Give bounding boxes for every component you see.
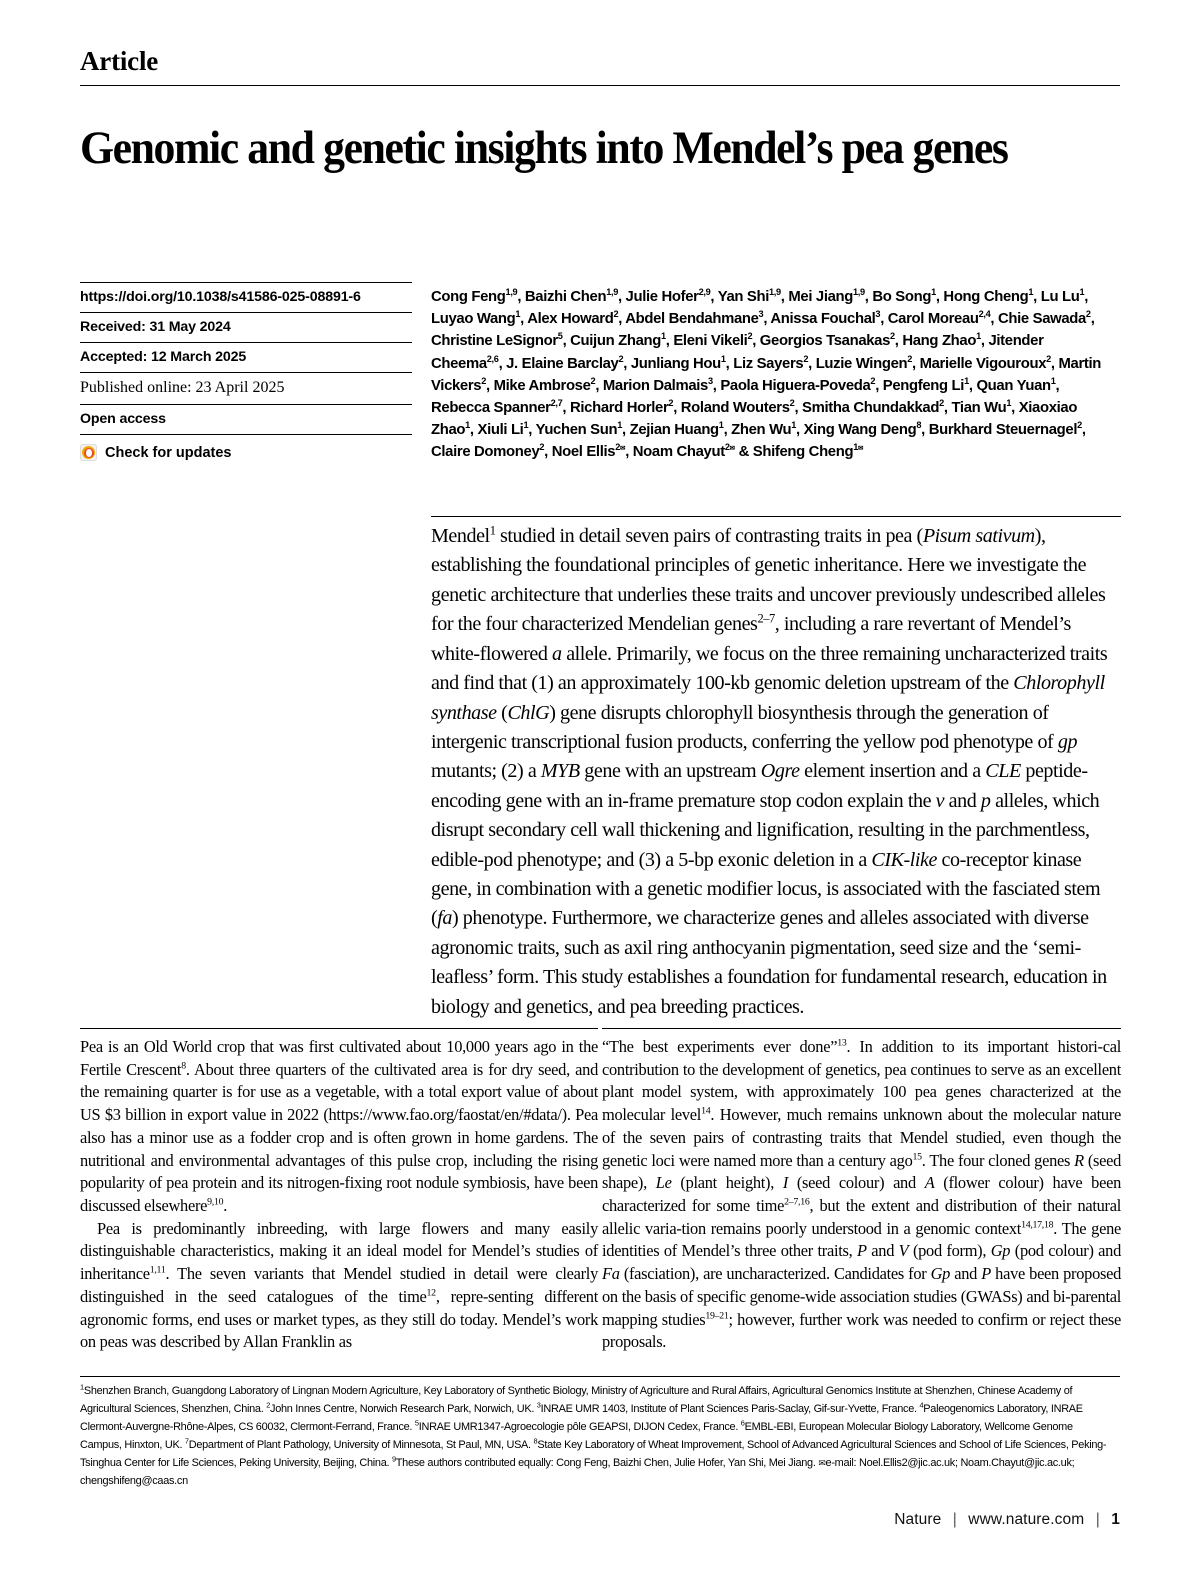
author-list: Cong Feng$^{1,9}$, Baizhi Chen$^{1,9}$, Julie Hofer$^{2,9}$, Yan Shi$^{1,9}$, Mei Jiang$^{1,9}$, Bo Song$^1$, Hong Cheng$^1$, Lu Lu$^1$, Luyao Wang$^1$, Alex Howard$^2$, Abdel Bendahmane$^3$, Anissa Fouchal$^3$, Carol Moreau$^{2,4}$, Chie Sawada$^2$, Christine LeSignor$^5$, Cuijun Zhang$^1$, Eleni Vikeli$^2$, Georgios Tsanakas$^2$, Hang Zhao$^1$, Jitender Cheema$^{2,6}$, J. Elaine Barclay$^2$, Junliang Hou$^1$, Liz Sayers$^2$, Luzie Wingen$^2$, Marielle Vigouroux$^2$, Martin Vickers$^2$, Mike Ambrose$^2$, Marion Dalmais$^3$, Paola Higuera-Poveda$^2$, Pengfeng Li$^1$, Quan Yuan$^1$, Rebecca Spanner$^{2,7}$, Richard Horler$^2$, Roland Wouters$^2$, Smitha Chundakkad$^2$, Tian Wu$^1$, Xiaoxiao Zhao$^1$, Xiuli Li$^1$, Yuchen Sun$^1$, Zejian Huang$^1$, Zhen Wu$^1$, Xing Wang Deng$^8$, Burkhard Steuernagel$^2$, Claire Domoney$^2$, Noel Ellis$^{2✉}$, Noam Chayut$^{2✉}$ & Shifeng Cheng$^{1✉}$ — [431, 286, 1102, 461]
body-paragraph: “The best experiments ever done”$^{13}$. In addition to its important histori-cal contribution to the development of genetics, pea continues to serve as an excellent plant model system, with approximately 100 pea genes characterized at the molecular level$^{14}$. However, much remains unknown about the molecular nature of the seven pairs of contrasting traits that Mendel studied, even though the genetic loci were named more than a century ago$^{15}$. The four cloned genes R (seed shape), Le (plant height), I (seed colour) and A (flower colour) have been characterized for some time$^{2-7,16}$, but the extent and distribution of their natural allelic varia-tion remains poorly understood in a genomic context$^{14,17,18}$. The gene identities of Mendel’s three other traits, P and V (pod form), Gp (pod colour) and Fa (fasciation), are uncharacterized. Candidates for Gp and P have been proposed on the basis of specific genome-wide association studies (GWASs) and bi-parental mapping studies$^{19-21}$; however, further work was needed to confirm or reject these proposals. — [602, 1037, 1122, 1352]
open-access-label: Open access — [80, 404, 412, 435]
header-divider — [80, 85, 1120, 86]
article-type-kicker: Article — [80, 46, 159, 76]
body-column-left — [80, 1036, 598, 1354]
received-date: Received: 31 May 2024 — [80, 312, 412, 342]
check-for-updates-label: Check for updates — [105, 444, 232, 461]
body-divider-right — [602, 1028, 1121, 1029]
footer-page-number: 1 — [1111, 1511, 1120, 1528]
body-paragraph: Pea is predominantly inbreeding, with large flowers and many easily distinguishable characteristics, making it an ideal model for Mendel’s studies of inheritance$^{1,11}$. The seven variants that Mendel studied in detail were clearly distinguished in the seed catalogues of the time$^{12}$, repre-senting different agronomic forms, end uses or market types, as they still do today. Mendel’s work on peas was described by Allan Franklin as — [80, 1218, 598, 1352]
body-column-right — [602, 1036, 1121, 1354]
page-title: Genomic and genetic insights into Mendel’s pea genes — [80, 122, 1008, 175]
body-paragraph: Pea is an Old World crop that was first cultivated about 10,000 years ago in the Fertile Crescent$^8$. About three quarters of the cultivated area is for dry seed, and the remaining quarter is for use as a vegetable, with a total export value of about US $3 billion in export value in 2022 (https://www.fao.org/faostat/en/#data/). Pea also has a minor use as a fodder crop and is often grown in home gardens. The nutritional and environmental advantages of this pulse crop, including the rising popularity of pea protein and its nitrogen-fixing root nodule symbiosis, have been discussed elsewhere$^{9,10}$. — [80, 1037, 598, 1216]
crossmark-icon — [80, 444, 97, 461]
affiliations-divider — [80, 1376, 1120, 1377]
footer-separator: | — [952, 1511, 957, 1528]
footer-website[interactable]: www.nature.com — [968, 1511, 1085, 1528]
published-online-date: Published online: 23 April 2025 — [80, 372, 412, 404]
affiliations-footnote: $^1$Shenzhen Branch, Guangdong Laboratory of Lingnan Modern Agriculture, Key Laboratory of Synthetic Biology, Ministry of Agriculture and Rural Affairs, Agricultural Genomics Institute at Shenzhen, Chinese Academy of Agricultural Sciences, Shenzhen, China. $^2$John Innes Centre, Norwich Research Park, Norwich, UK. $^3$INRAE UMR 1403, Institute of Plant Sciences Paris-Saclay, Gif-sur-Yvette, France. $^4$Paleogenomics Laboratory, INRAE Clermont-Auvergne-Rhône-Alpes, CS 60032, Clermont-Ferrand, France. $^5$INRAE UMR1347-Agroecologie pôle GEAPSI, DIJON Cedex, France. $^6$EMBL-EBI, European Molecular Biology Laboratory, Wellcome Genome Campus, Hinxton, UK. $^7$Department of Plant Pathology, University of Minnesota, St Paul, MN, USA. $^8$State Key Laboratory of Wheat Improvement, School of Advanced Agricultural Sciences and School of Life Sciences, Peking-Tsinghua Center for Life Sciences, Peking University, Beijing, China. $^9$These authors contributed equally: Cong Feng, Baizhi Chen, Julie Hofer, Yan Shi, Mei Jiang. ✉e-mail: Noel.Ellis2@jic.ac.uk; Noam.Chayut@jic.ac.uk; chengshifeng@caas.cn — [80, 1382, 1107, 1487]
check-for-updates-button[interactable] — [80, 435, 412, 461]
abstract-text: Mendel$^1$ studied in detail seven pairs of contrasting traits in pea (Pisum sativum), establishing the foundational principles of genetic inheritance. Here we investigate the genetic architecture that underlies these traits and uncover previously undescribed alleles for the four characterized Mendelian genes$^{2-7}$, including a rare revertant of Mendel’s white-flowered a allele. Primarily, we focus on the three remaining uncharacterized traits and find that (1) an approximately 100-kb genomic deletion upstream of the Chlorophyll synthase (ChlG) gene disrupts chlorophyll biosynthesis through the generation of intergenic transcriptional fusion products, conferring the yellow pod phenotype of gp mutants; (2) a MYB gene with an upstream Ogre element insertion and a CLE peptide-encoding gene with an in-frame premature stop codon explain the v and p alleles, which disrupt secondary cell wall thickening and lignification, resulting in the parchmentless, edible-pod phenotype; and (3) a 5-bp exonic deletion in a CIK-like co-receptor kinase gene, in combination with a genetic modifier locus, is associated with the fasciated stem (fa) phenotype. Furthermore, we characterize genes and alleles associated with diverse agronomic traits, such as axil ring anthocyanin pigmentation, seed size and the ‘semi-leafless’ form. This study establishes a foundation for fundamental research, education in biology and genetics, and pea breeding practices. — [431, 523, 1108, 1018]
footer-separator: | — [1095, 1511, 1100, 1528]
page-footer — [894, 1511, 1120, 1529]
body-divider-left — [80, 1028, 598, 1029]
doi-link[interactable]: https://doi.org/10.1038/s41586-025-08891-6 — [80, 282, 412, 312]
article-metadata-sidebar — [80, 282, 412, 461]
footer-journal-name: Nature — [894, 1511, 942, 1528]
abstract-divider — [431, 516, 1121, 517]
accepted-date: Accepted: 12 March 2025 — [80, 342, 412, 372]
